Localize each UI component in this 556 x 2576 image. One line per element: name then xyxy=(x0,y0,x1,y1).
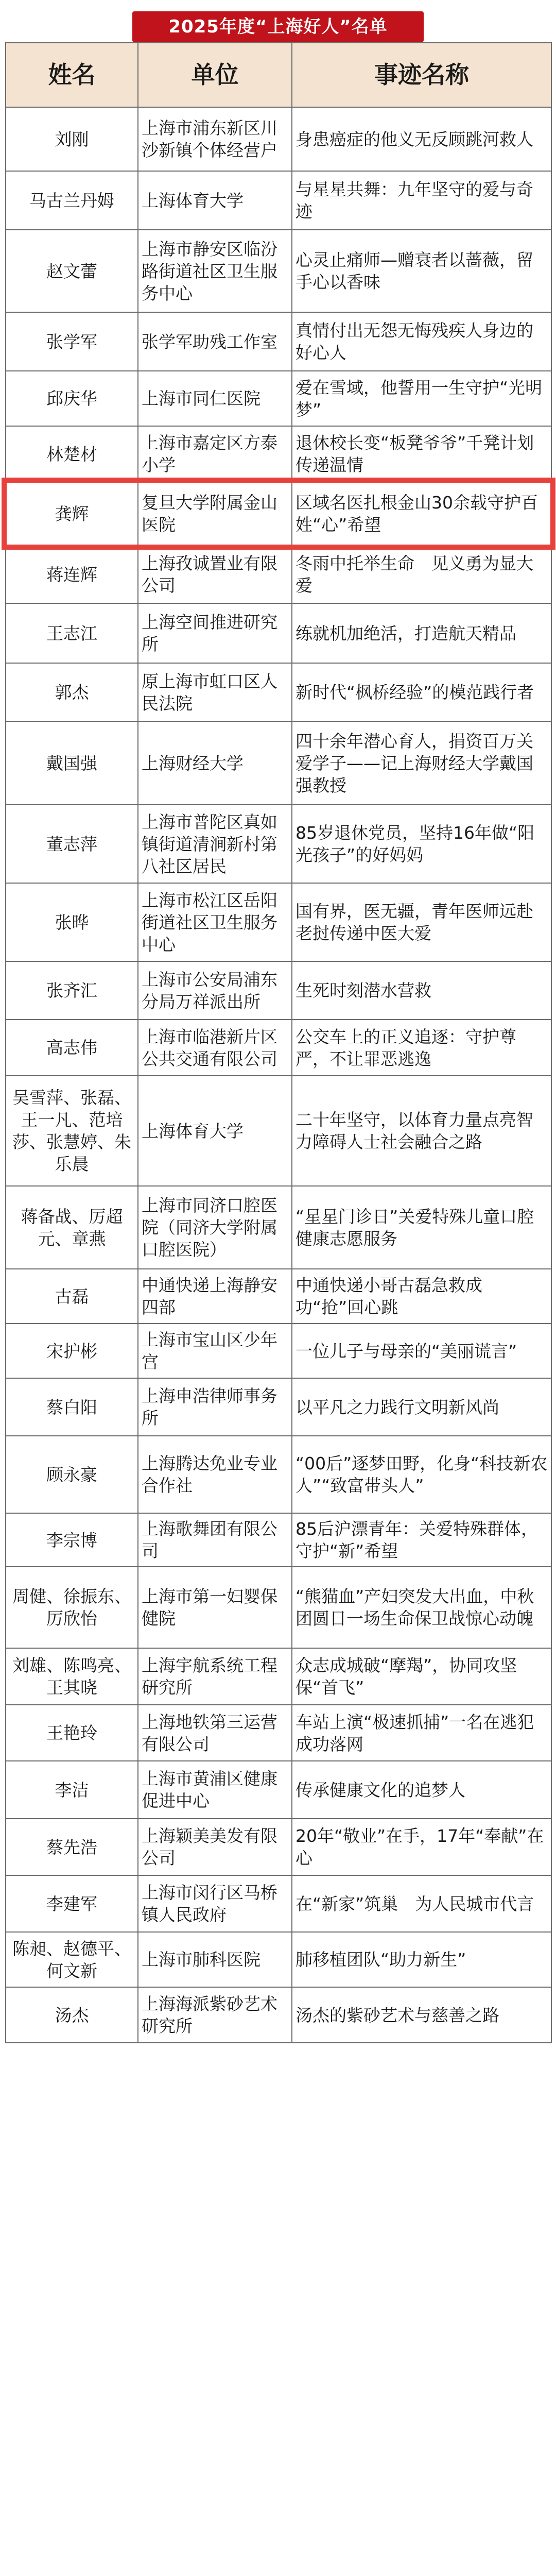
deed-cell: 新时代“枫桥经验”的模范践行者 xyxy=(292,663,551,721)
name-cell: 宋护彬 xyxy=(6,1324,138,1378)
deed-cell: 国有界，医无疆，青年医师远赴老挝传递中医大爱 xyxy=(292,883,551,961)
table-row xyxy=(6,1378,551,1436)
header-unit: 单位 xyxy=(138,43,292,107)
unit-cell: 上海宇航系统工程研究所 xyxy=(138,1648,292,1705)
name-cell: 张学军 xyxy=(6,312,138,371)
table-row xyxy=(6,1932,551,1987)
unit-cell: 上海颖美美发有限公司 xyxy=(138,1819,292,1875)
unit-cell: 上海市肺科医院 xyxy=(138,1932,292,1987)
name-cell: 刘刚 xyxy=(6,107,138,171)
unit-cell: 上海市静安区临汾路街道社区卫生服务中心 xyxy=(138,230,292,312)
unit-cell: 上海市闵行区马桥镇人民政府 xyxy=(138,1875,292,1932)
table-row xyxy=(6,171,551,230)
table-row xyxy=(6,1761,551,1819)
honoree-table xyxy=(5,42,552,2043)
unit-cell: 上海孜诚置业有限公司 xyxy=(138,546,292,603)
name-cell: 蔡先浩 xyxy=(6,1819,138,1875)
table-header-row xyxy=(6,43,551,107)
unit-cell: 上海腾达免业专业合作社 xyxy=(138,1436,292,1513)
deed-cell: 85后沪漂青年：关爱特殊群体，守护“新”希望 xyxy=(292,1513,551,1567)
name-cell: 王志江 xyxy=(6,603,138,663)
table-row xyxy=(6,1705,551,1761)
table-row xyxy=(6,1567,551,1648)
deed-cell: 退休校长变“板凳爷爷”千凳计划传递温情 xyxy=(292,426,551,482)
deed-cell: 传承健康文化的追梦人 xyxy=(292,1761,551,1819)
unit-cell: 上海体育大学 xyxy=(138,171,292,230)
table-row xyxy=(6,371,551,426)
name-cell: 林楚材 xyxy=(6,426,138,482)
name-cell: 邱庆华 xyxy=(6,371,138,426)
deed-cell: 身患癌症的他义无反顾跳河救人 xyxy=(292,107,551,171)
unit-cell: 上海市公安局浦东分局万祥派出所 xyxy=(138,961,292,1020)
name-cell: 陈昶、赵德平、何文新 xyxy=(6,1932,138,1987)
table-row xyxy=(6,1269,551,1324)
deed-cell: “熊猫血”产妇突发大出血，中秋团圆日一场生命保卫战惊心动魄 xyxy=(292,1567,551,1648)
name-cell: 马古兰丹姆 xyxy=(6,171,138,230)
deed-cell: 以平凡之力践行文明新风尚 xyxy=(292,1378,551,1436)
unit-cell: 上海空间推进研究所 xyxy=(138,603,292,663)
table-row xyxy=(6,721,551,805)
deed-cell: 真情付出无怨无悔残疾人身边的好心人 xyxy=(292,312,551,371)
name-cell: 汤杰 xyxy=(6,1987,138,2043)
deed-cell: 众志成城破“摩羯”，协同攻坚保“首飞” xyxy=(292,1648,551,1705)
name-cell: 李洁 xyxy=(6,1761,138,1819)
deed-cell: 生死时刻潜水营救 xyxy=(292,961,551,1020)
table-row xyxy=(6,230,551,312)
table-row xyxy=(6,482,551,546)
name-cell: 龚辉 xyxy=(6,482,138,546)
deed-cell: 肺移植团队“助力新生” xyxy=(292,1932,551,1987)
deed-cell: 汤杰的紫砂艺术与慈善之路 xyxy=(292,1987,551,2043)
name-cell: 吴雪萍、张磊、王一凡、范培莎、张慧婷、朱乐晨 xyxy=(6,1076,138,1186)
name-cell: 周健、徐振东、厉欣怡 xyxy=(6,1567,138,1648)
table-row xyxy=(6,1819,551,1875)
deed-cell: 中通快递小哥古磊急救成功“抢”回心跳 xyxy=(292,1269,551,1324)
deed-cell: 车站上演“极速抓捕”一名在逃犯成功落网 xyxy=(292,1705,551,1761)
table-row xyxy=(6,883,551,961)
name-cell: 郭杰 xyxy=(6,663,138,721)
deed-cell: 爱在雪域，他誓用一生守护“光明梦” xyxy=(292,371,551,426)
deed-cell: 与星星共舞：九年坚守的爱与奇迹 xyxy=(292,171,551,230)
deed-cell: 85岁退休党员，坚持16年做“阳光孩子”的好妈妈 xyxy=(292,805,551,883)
deed-cell: 20年“敬业”在手，17年“奉献”在心 xyxy=(292,1819,551,1875)
name-cell: 刘雄、陈鸣亮、王其晓 xyxy=(6,1648,138,1705)
table-row xyxy=(6,1875,551,1932)
name-cell: 古磊 xyxy=(6,1269,138,1324)
unit-cell: 上海市黄浦区健康促进中心 xyxy=(138,1761,292,1819)
deed-cell: 在“新家”筑巢 为人民城市代言 xyxy=(292,1875,551,1932)
unit-cell: 上海体育大学 xyxy=(138,1076,292,1186)
deed-cell: 二十年坚守，以体育力量点亮智力障碍人士社会融合之路 xyxy=(292,1076,551,1186)
table-row xyxy=(6,961,551,1020)
header-deed: 事迹名称 xyxy=(292,43,551,107)
deed-cell: 冬雨中托举生命 见义勇为显大爱 xyxy=(292,546,551,603)
unit-cell: 张学军助残工作室 xyxy=(138,312,292,371)
name-cell: 高志伟 xyxy=(6,1020,138,1076)
table-row xyxy=(6,1987,551,2043)
table-row xyxy=(6,546,551,603)
name-cell: 顾永豪 xyxy=(6,1436,138,1513)
unit-cell: 上海市临港新片区公共交通有限公司 xyxy=(138,1020,292,1076)
unit-cell: 上海市嘉定区方泰小学 xyxy=(138,426,292,482)
table-row xyxy=(6,312,551,371)
unit-cell: 复旦大学附属金山医院 xyxy=(138,482,292,546)
deed-cell: 区域名医扎根金山30余载守护百姓“心”希望 xyxy=(292,482,551,546)
unit-cell: 原上海市虹口区人民法院 xyxy=(138,663,292,721)
name-cell: 董志萍 xyxy=(6,805,138,883)
unit-cell: 上海地铁第三运营有限公司 xyxy=(138,1705,292,1761)
table-row xyxy=(6,1648,551,1705)
table-row xyxy=(6,1076,551,1186)
name-cell: 张齐汇 xyxy=(6,961,138,1020)
table-row xyxy=(6,1020,551,1076)
name-cell: 赵文蕾 xyxy=(6,230,138,312)
deed-cell: 心灵止痛师—赠衰者以蔷薇，留手心以香味 xyxy=(292,230,551,312)
table-row xyxy=(6,805,551,883)
name-cell: 蔡白阳 xyxy=(6,1378,138,1436)
deed-cell: 公交车上的正义追逐：守护尊严，不让罪恶逃逸 xyxy=(292,1020,551,1076)
unit-cell: 上海财经大学 xyxy=(138,721,292,805)
unit-cell: 上海市同仁医院 xyxy=(138,371,292,426)
unit-cell: 上海市松江区岳阳街道社区卫生服务中心 xyxy=(138,883,292,961)
table-row xyxy=(6,107,551,171)
unit-cell: 上海申浩律师事务所 xyxy=(138,1378,292,1436)
unit-cell: 上海市宝山区少年宫 xyxy=(138,1324,292,1378)
unit-cell: 上海市第一妇婴保健院 xyxy=(138,1567,292,1648)
deed-cell: 一位儿子与母亲的“美丽谎言” xyxy=(292,1324,551,1378)
title-bar xyxy=(0,0,556,42)
table-row xyxy=(6,1436,551,1513)
deed-cell: “星星门诊日”关爱特殊儿童口腔健康志愿服务 xyxy=(292,1186,551,1269)
table-row xyxy=(6,1513,551,1567)
unit-cell: 上海市普陀区真如镇街道清涧新村第八社区居民 xyxy=(138,805,292,883)
name-cell: 张晔 xyxy=(6,883,138,961)
unit-cell: 上海海派紫砂艺术研究所 xyxy=(138,1987,292,2043)
deed-cell: 四十余年潜心育人，捐资百万关爱学子——记上海财经大学戴国强教授 xyxy=(292,721,551,805)
name-cell: 蒋连辉 xyxy=(6,546,138,603)
name-cell: 李建军 xyxy=(6,1875,138,1932)
name-cell: 王艳玲 xyxy=(6,1705,138,1761)
header-name: 姓名 xyxy=(6,43,138,107)
table-row xyxy=(6,663,551,721)
name-cell: 戴国强 xyxy=(6,721,138,805)
table-row xyxy=(6,1324,551,1378)
unit-cell: 上海歌舞团有限公司 xyxy=(138,1513,292,1567)
name-cell: 蒋备战、厉超元、章燕 xyxy=(6,1186,138,1269)
unit-cell: 上海市同济口腔医院（同济大学附属口腔医院） xyxy=(138,1186,292,1269)
table-row xyxy=(6,426,551,482)
table-row xyxy=(6,603,551,663)
deed-cell: 练就机加绝活，打造航天精品 xyxy=(292,603,551,663)
unit-cell: 上海市浦东新区川沙新镇个体经营户 xyxy=(138,107,292,171)
page-title: 2025年度“上海好人”名单 xyxy=(132,11,423,42)
table-row xyxy=(6,1186,551,1269)
deed-cell: “00后”逐梦田野，化身“科技新农人”“致富带头人” xyxy=(292,1436,551,1513)
name-cell: 李宗博 xyxy=(6,1513,138,1567)
unit-cell: 中通快递上海静安四部 xyxy=(138,1269,292,1324)
